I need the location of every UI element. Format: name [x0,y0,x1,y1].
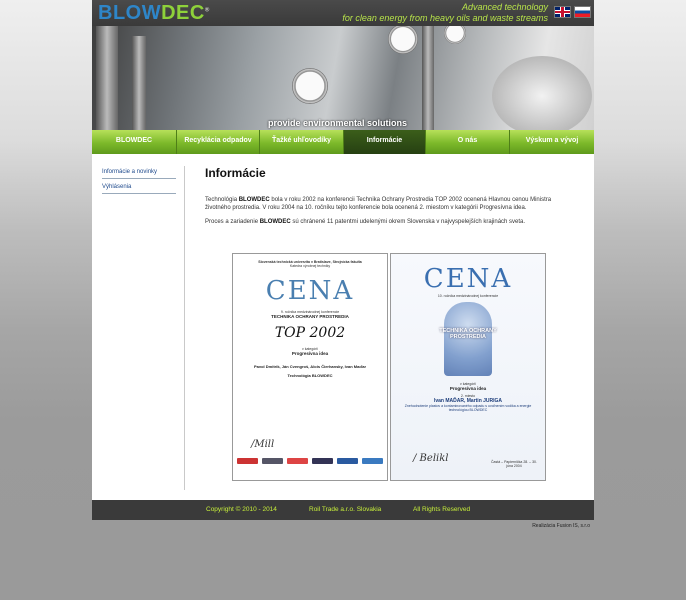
sponsor-logo [337,458,358,464]
cert1-category-label: v kategórii [302,347,318,351]
cert1-header: Slovenská technická univerzita v Bratislave, Strojnícka fakulta [258,260,362,264]
footer-copyright: Copyright © 2010 - 2014 [206,506,277,513]
paragraph-award: Technológia BLOWDEC bola v roku 2002 na konferencii Technika Ochrany Prostredia TOP 2002 ocenená Hlavnou cenou Ministra životného prostredia. V roku 2004 na 10. ročníku tejto konferencie bola ocenená 2. miestom v kategórii Progresívna idea. [205,197,552,211]
sidebar-item-vyhlasenia[interactable]: Výhlásenia [102,183,176,194]
cert2-cena: CENA [423,264,513,294]
sponsor-logo [312,458,333,464]
sidebar [102,168,176,198]
pressure-gauge-icon [388,26,418,54]
logo-part-blow: BLOW [98,2,162,24]
nav-item-vyskum[interactable]: Výskum a vývoj [510,130,594,154]
cert1-topic: TECHNIKA OCHRANY PROSTREDIA [271,314,349,319]
cert2-place-date: Častá – Papiernička 28. – 30. júna 2004 [491,460,537,468]
banner-pipe [132,36,146,130]
cert1-names: Pavol Dmitrik, Ján Cvengroš, Alois Čierhansky, Ivan Maďar [253,364,367,369]
main-nav [92,130,594,154]
page-container [92,0,594,520]
trophy-icon [439,302,497,376]
en-flag-icon[interactable] [554,6,571,18]
banner-pipe [422,26,434,130]
pressure-gauge-icon [292,68,328,104]
cert2-conf: 10. ročníka medzinárodnej konferencie [437,294,499,298]
tagline-line1: Advanced technology [461,2,548,12]
nav-item-informacie[interactable]: Informácie [344,130,426,154]
paragraph-patents: Proces a zariadenie BLOWDEC sú chránené 11 patentmi udelenými okrem Slovenska v najvyspelejších krajinách sveta. [205,219,526,225]
sponsor-logos [237,458,383,466]
cert1-conf: 9. ročníka medzinárodnej konferencie [280,310,340,314]
pressure-gauge-icon [444,26,466,44]
nav-item-blowdec[interactable]: BLOWDEC [92,130,177,154]
language-switcher [554,6,591,18]
nav-item-o-nas[interactable]: O nás [426,130,510,154]
certificate-top2002[interactable] [232,253,388,481]
sponsor-logo [262,458,283,464]
cert2-category: Progresívna idea [449,386,487,391]
cert1-tech: Technológia BLOWDEC [287,373,333,378]
footer-rights: All Rights Reserved [413,506,471,513]
cert1-top: TOP 2002 [274,325,346,341]
sponsor-logo [287,458,308,464]
tank-image [492,56,592,130]
sk-flag-icon[interactable] [574,6,591,18]
footer-company-link[interactable]: Roil Trade a.r.o. Slovakia [309,506,382,513]
cert1-cena: CENA [265,276,355,306]
cert1-sub: Katedra výrobnej techniky [289,264,331,268]
banner-pipe [96,26,118,130]
certificates [232,253,548,481]
sidebar-item-informacie-a-novinky[interactable]: Informácie a novinky [102,168,176,179]
sponsor-logo [362,458,383,464]
logo-part-dec: DEC [161,2,205,24]
banner-caption: provide environmental solutions [268,118,408,128]
sponsor-logo [237,458,258,464]
cert2-place: 2. miesto [460,394,476,398]
sidebar-divider [184,166,185,490]
nav-item-tazke-uhlovodiky[interactable]: Ťažké uhľovodíky [260,130,344,154]
cert1-category: Progresívna idea [291,351,329,356]
brand-logo[interactable] [98,2,210,25]
cert2-names: Ivan MAĎAR, Martin JURIGA [433,398,503,404]
main-content [205,166,575,232]
nav-item-recyklacia[interactable]: Recyklácia odpadov [177,130,260,154]
cert2-category-label: v kategórii [460,382,476,386]
hero-banner [92,26,594,130]
registered-mark: ® [204,7,210,14]
page-title: Informácie [205,166,266,180]
cert2-desc: Znehodnotenie plastov a kontaminovaného odpadu s uvoľnením vodíka a energie technológiou BLOWDEC [404,404,532,412]
certificate-top2004[interactable] [390,253,546,481]
site-header [92,0,594,26]
tagline-line2: for clean energy from heavy oils and waste streams [342,13,548,23]
signature-image: /Mill [251,439,275,450]
site-footer [92,500,594,520]
signature-image: / Belikl [413,453,449,464]
tagline [342,2,548,24]
credit-link[interactable]: Realizácia Fusion IS, s.r.o [532,523,590,529]
trophy-caption: TECHNIKA OCHRANY PROSTREDIA [439,328,497,340]
